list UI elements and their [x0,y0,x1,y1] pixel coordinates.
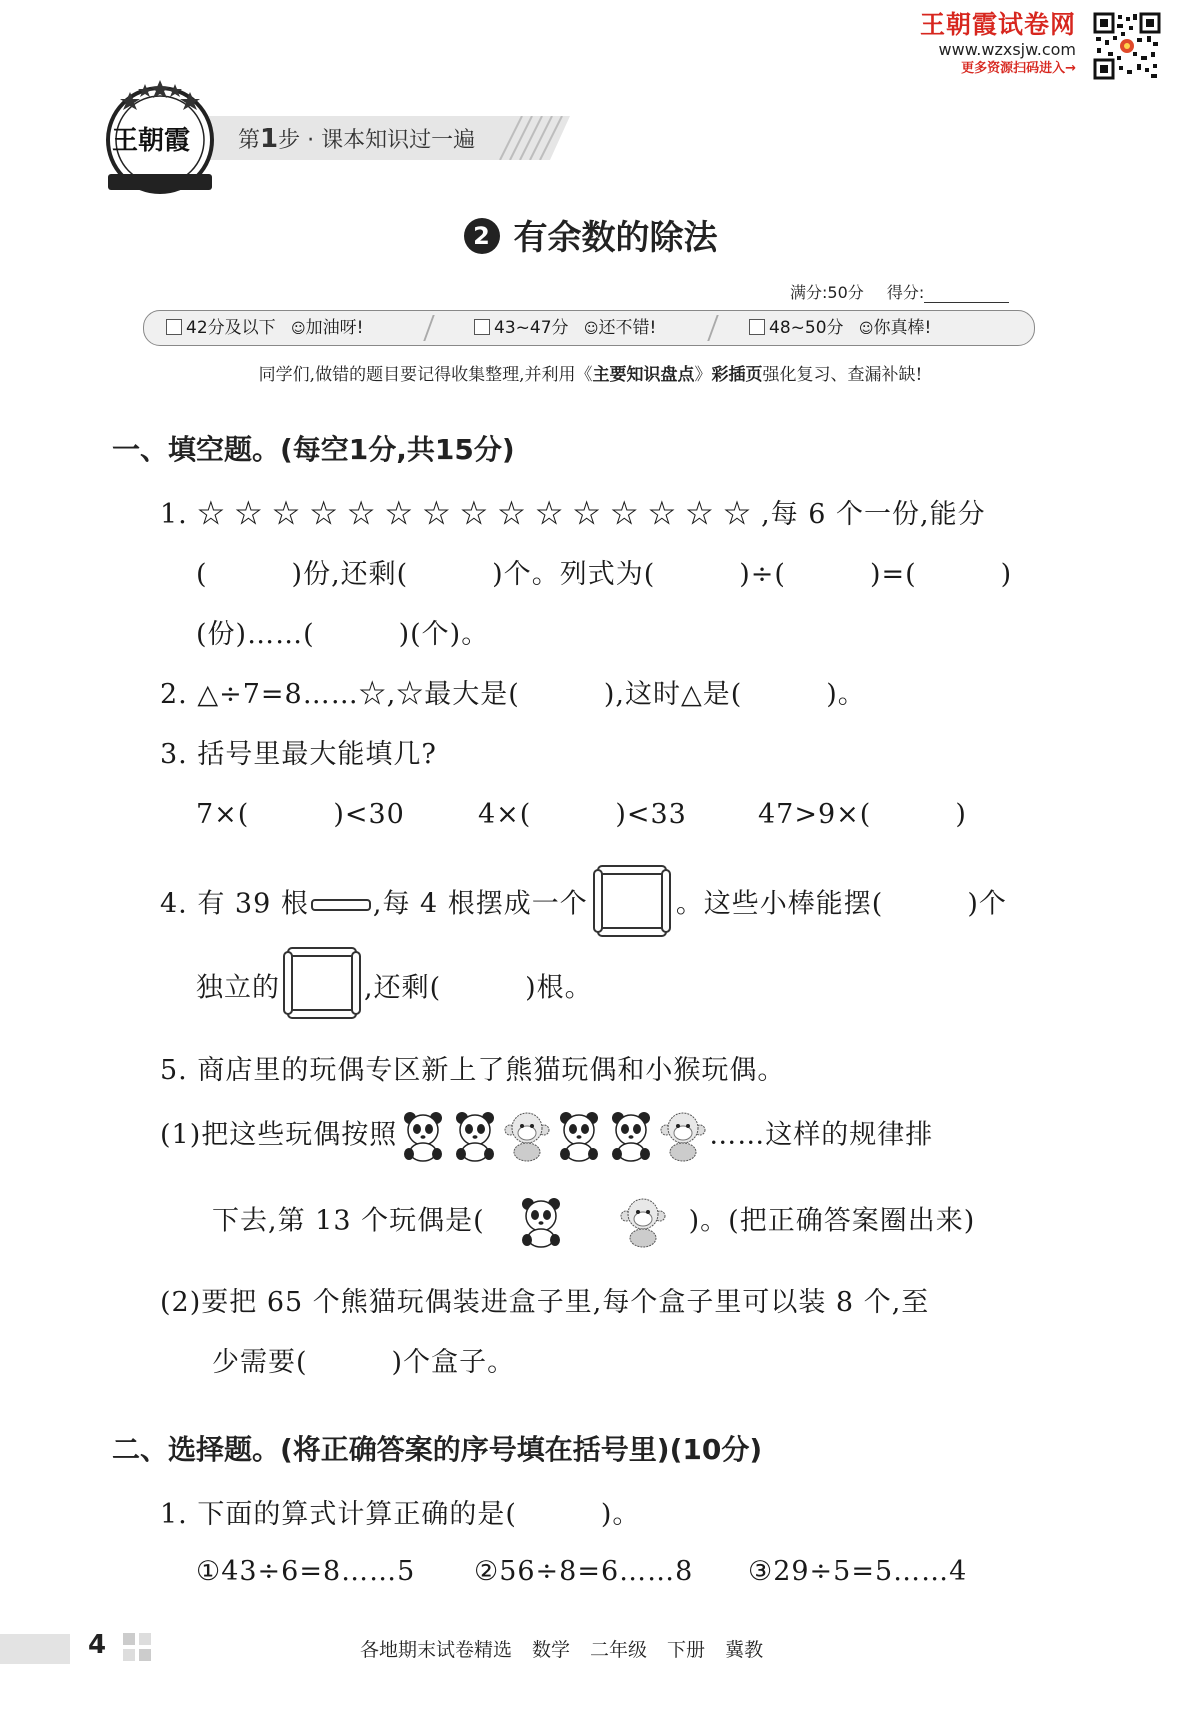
q5-1-text-b: ……这样的规律排 [709,1119,934,1151]
footer-edition: 冀教 [725,1639,764,1661]
footer-book-info [360,1635,783,1662]
s2-q1-option-1: ①43÷6=8……5 [196,1556,416,1587]
q3: 3. 括号里最大能填几? [160,739,437,770]
page-number: 4 [88,1630,107,1660]
panda-doll-icon [400,1110,446,1162]
score-blank[interactable] [924,288,1009,303]
step-number: 1 [260,124,279,154]
q2[interactable]: 2. △÷7=8……☆,☆最大是( ),这时△是( )。 [160,679,866,710]
brand-more-link: 更多资源扫码进入→ [961,61,1076,76]
rating-divider [423,315,450,341]
notice-bold: 主要知识盘点 [592,365,695,385]
smile-icon: ☺ [583,321,599,337]
qr-code-icon [1093,12,1161,80]
rating-comment-3: 你真棒! [873,318,932,338]
panda-doll-icon [556,1110,602,1162]
rating-divider [707,315,734,341]
q4-line2 [196,952,593,1026]
stick-square-icon [282,946,362,1020]
q5-2-line1: (2)要把 65 个熊猫玩偶装进盒子里,每个盒子里可以装 8 个,至 [160,1287,930,1318]
rating-segment-1 [166,311,363,345]
rating-checkbox-2[interactable] [474,319,490,335]
panda-doll-icon [608,1110,654,1162]
notice-bold: 彩插页 [711,365,763,385]
rating-bar [143,310,1035,346]
q1-line1: 1. ☆ ☆ ☆ ☆ ☆ ☆ ☆ ☆ ☆ ☆ ☆ ☆ ☆ ☆ ☆ ,每 6 个一份,能分 [160,499,986,530]
q4-text-a: 4. 有 39 根 [160,888,309,920]
page-title [0,210,1181,259]
q5-1-line2 [212,1196,975,1248]
notice-part: 强化复习、查漏补缺! [762,365,923,385]
footer-book: 各地期末试卷精选 [360,1639,513,1661]
rating-segment-3 [749,311,931,345]
rating-checkbox-3[interactable] [749,319,765,335]
q3-b[interactable]: 4×( )<33 [478,799,687,830]
q1-line3[interactable]: (份)……( )(个)。 [196,619,490,650]
stick-icon [311,899,371,911]
q5-1-line1 [160,1110,933,1162]
panda-answer-option[interactable] [518,1196,564,1248]
q4-text-e[interactable]: ,还剩( )根。 [364,972,593,1004]
monkey-doll-icon [660,1110,706,1162]
stick-square-icon [592,864,672,938]
monkey-doll-icon [504,1110,550,1162]
rating-range-3: 48~50分 [769,318,844,338]
title-text: 有余数的除法 [513,218,718,258]
s2-q1-option-2: ②56÷8=6……8 [474,1556,694,1587]
smile-icon: ☺ [291,321,306,337]
rating-comment-1: 加油呀! [305,318,364,338]
s2-q1-option-3: ③29÷5=5……4 [748,1556,968,1587]
footer-grid-icon [122,1632,152,1662]
notice-text [0,360,1181,385]
q5-1-text-c: 下去,第 13 个玩偶是( [212,1205,485,1237]
section-1-heading: 一、填空题。(每空1分,共15分) [112,433,515,466]
s2-q1[interactable]: 1. 下面的算式计算正确的是( )。 [160,1499,641,1530]
footer-subject: 数学 [532,1639,571,1661]
q3-c[interactable]: 47>9×( ) [758,799,967,830]
title-number-badge: 2 [464,218,500,254]
brand-url: www.wzxsjw.com [938,40,1076,59]
full-score: 满分:50分 [790,283,864,302]
rating-range-1: 42分及以下 [186,318,276,338]
smile-icon: ☺ [858,321,874,337]
q5-1-text-d: )。(把正确答案圈出来) [688,1205,976,1237]
rating-range-2: 43~47分 [494,318,569,338]
q4-text-d: 独立的 [196,972,280,1004]
q4-line1 [160,868,1007,942]
logo-text: 王朝霞 [112,126,191,156]
step-suffix: 步 · 课本知识过一遍 [278,128,476,153]
q5-2-line2[interactable]: 少需要( )个盒子。 [212,1347,516,1378]
q4-text-b: ,每 4 根摆成一个 [372,888,588,920]
footer-bar [0,1634,70,1664]
score-label: 得分: [886,283,925,302]
q1-line2[interactable]: ( )份,还剩( )个。列式为( )÷( )=( ) [196,559,1013,590]
step-prefix: 第 [238,128,261,153]
rating-checkbox-1[interactable] [166,319,182,335]
score-line [790,280,1009,303]
q5-1-text-a: (1)把这些玩偶按照 [160,1119,398,1151]
step-title [238,123,475,154]
q5: 5. 商店里的玩偶专区新上了熊猫玩偶和小猴玩偶。 [160,1055,786,1086]
brand-block [816,10,1076,78]
footer-grade: 二年级 [590,1639,648,1661]
footer-term: 下册 [667,1639,706,1661]
panda-doll-icon [452,1110,498,1162]
rating-comment-2: 还不错! [598,318,657,338]
brand-name: 王朝霞试卷网 [919,10,1076,39]
notice-part: 》 [694,365,712,385]
monkey-answer-option[interactable] [620,1196,666,1248]
q3-a[interactable]: 7×( )<30 [196,799,405,830]
notice-part: 同学们,做错的题目要记得收集整理,并利用《 [258,365,593,385]
rating-segment-2 [474,311,656,345]
section-2-heading: 二、选择题。(将正确答案的序号填在括号里)(10分) [112,1433,763,1466]
q4-text-c[interactable]: 。这些小棒能摆( )个 [675,888,1007,920]
